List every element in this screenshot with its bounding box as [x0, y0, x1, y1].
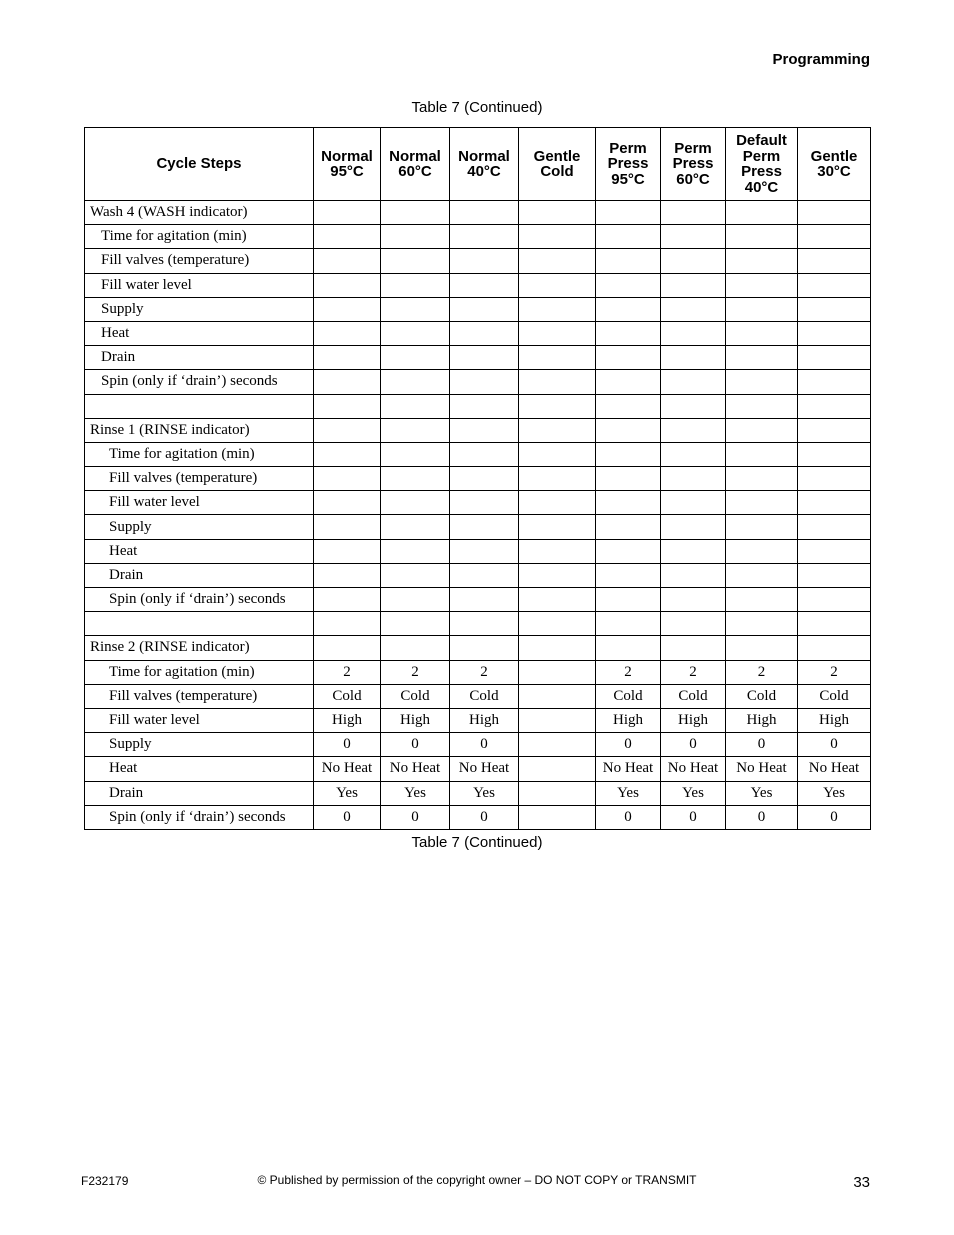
table-row [85, 805, 871, 829]
table-cell [661, 394, 726, 418]
table-cell [661, 539, 726, 563]
table-cell [450, 612, 519, 636]
table-cell: High [381, 708, 450, 732]
cycle-step-label: Time for agitation (min) [85, 660, 314, 684]
table-cell: Yes [726, 781, 798, 805]
table-cell: 2 [450, 660, 519, 684]
column-header-line: Perm [609, 139, 647, 157]
table-cell [519, 273, 596, 297]
column-header-line: Gentle [533, 147, 581, 165]
column-header [381, 128, 450, 201]
table-cell [381, 467, 450, 491]
table-cell [596, 539, 661, 563]
cycle-step-label: Rinse 1 (RINSE indicator) [85, 418, 314, 442]
section-title: Programming [772, 51, 870, 68]
table-cell [519, 636, 596, 660]
table-cell [661, 201, 726, 225]
table-cell [596, 467, 661, 491]
column-header-line: Press [607, 155, 649, 173]
table-cell: High [314, 708, 381, 732]
table-cell [726, 588, 798, 612]
table-cell [450, 636, 519, 660]
document-code: F232179 [81, 1174, 129, 1188]
table-cell [726, 612, 798, 636]
table-cell [596, 297, 661, 321]
table-cell: Yes [798, 781, 871, 805]
table-cell [381, 612, 450, 636]
table-cell [661, 467, 726, 491]
table-cell: Yes [381, 781, 450, 805]
cycle-step-label [85, 394, 314, 418]
table-cell: 0 [661, 733, 726, 757]
table-row [85, 225, 871, 249]
table-cell [798, 612, 871, 636]
table-cell [798, 418, 871, 442]
table-cell [798, 394, 871, 418]
column-header-line: 40°C [467, 163, 501, 180]
table-cell [661, 515, 726, 539]
table-row [85, 612, 871, 636]
table-cell: 0 [596, 733, 661, 757]
table-cell: High [798, 708, 871, 732]
table-cell: No Heat [314, 757, 381, 781]
table-caption-bottom: Table 7 (Continued) [411, 834, 543, 851]
column-header-line: Gentle [810, 147, 858, 165]
table-cell [314, 418, 381, 442]
table-cell [519, 491, 596, 515]
table-cell [381, 370, 450, 394]
table-cell [661, 442, 726, 466]
page-number: 33 [853, 1174, 870, 1191]
table-cell [798, 273, 871, 297]
table-cell [381, 539, 450, 563]
table-cell [519, 201, 596, 225]
table-row [85, 733, 871, 757]
table-cell [450, 370, 519, 394]
table-cell [381, 297, 450, 321]
table-cell: Cold [314, 684, 381, 708]
table-cell [596, 636, 661, 660]
cycle-step-label: Fill water level [85, 273, 314, 297]
table-caption-top: Table 7 (Continued) [411, 99, 543, 116]
table-cell [314, 563, 381, 587]
table-cell [519, 757, 596, 781]
cycle-step-label: Supply [85, 733, 314, 757]
table-cell [519, 442, 596, 466]
column-header-line: Normal [321, 147, 373, 165]
table-cell [314, 321, 381, 345]
table-cell [519, 225, 596, 249]
table-cell: 2 [381, 660, 450, 684]
column-header-line: Cold [540, 163, 574, 180]
table-cell [726, 297, 798, 321]
cycle-step-label: Drain [85, 346, 314, 370]
table-row [85, 418, 871, 442]
column-header-line: 40°C [744, 178, 779, 196]
cycle-step-label: Drain [85, 781, 314, 805]
table-cell [450, 297, 519, 321]
table-cell [519, 297, 596, 321]
table-cell [661, 636, 726, 660]
column-header-line: 95°C [611, 170, 645, 188]
table-cell [314, 273, 381, 297]
table-cell [450, 273, 519, 297]
table-cell [596, 321, 661, 345]
table-cell: Yes [596, 781, 661, 805]
table-cell [450, 394, 519, 418]
table-cell [726, 321, 798, 345]
table-cell [450, 225, 519, 249]
table-cell [314, 515, 381, 539]
table-cell [519, 418, 596, 442]
table-cell [798, 225, 871, 249]
column-header-line: Perm [742, 147, 781, 165]
table-cell [798, 297, 871, 321]
table-row [85, 781, 871, 805]
table-cell [798, 346, 871, 370]
table-cell [798, 636, 871, 660]
table-cell [450, 346, 519, 370]
table-cell [798, 467, 871, 491]
table-cell [596, 612, 661, 636]
table-row [85, 467, 871, 491]
table-cell [519, 370, 596, 394]
table-cell [596, 491, 661, 515]
table-cell [798, 201, 871, 225]
table-cell: 2 [596, 660, 661, 684]
table-cell [450, 539, 519, 563]
table-cell: No Heat [798, 757, 871, 781]
cycle-step-label: Fill valves (temperature) [85, 684, 314, 708]
table-cell [726, 563, 798, 587]
table-cell: Cold [450, 684, 519, 708]
column-header-line: 30°C [817, 163, 851, 180]
table-cell [661, 563, 726, 587]
table-cell [661, 273, 726, 297]
table-cell [726, 515, 798, 539]
table-row [85, 297, 871, 321]
table-cell [661, 297, 726, 321]
table-cell [596, 588, 661, 612]
table-cell [314, 612, 381, 636]
table-cell: Cold [381, 684, 450, 708]
cycle-steps-table [84, 127, 871, 830]
table-cell [314, 297, 381, 321]
table-cell [661, 249, 726, 273]
table-cell [726, 467, 798, 491]
column-header-line: 60°C [398, 163, 432, 180]
table-cell [450, 418, 519, 442]
table-cell: Cold [726, 684, 798, 708]
table-cell: 2 [661, 660, 726, 684]
table-cell [450, 491, 519, 515]
table-cell [798, 563, 871, 587]
table-cell [661, 491, 726, 515]
column-header-line: Cycle Steps [156, 155, 242, 173]
table-cell [314, 442, 381, 466]
table-row [85, 636, 871, 660]
table-cell [314, 249, 381, 273]
table-cell [381, 588, 450, 612]
cycle-step-label: Heat [85, 321, 314, 345]
table-cell [798, 491, 871, 515]
table-cell: 0 [726, 805, 798, 829]
table-cell [381, 201, 450, 225]
table-cell [519, 684, 596, 708]
table-cell [314, 636, 381, 660]
table-header-row [85, 128, 871, 201]
cycle-step-label: Heat [85, 539, 314, 563]
column-header [798, 128, 871, 201]
table-cell [381, 491, 450, 515]
table-cell: High [596, 708, 661, 732]
table-cell [798, 515, 871, 539]
table-cell [798, 588, 871, 612]
table-cell [726, 225, 798, 249]
table-cell [726, 394, 798, 418]
table-cell [596, 563, 661, 587]
table-cell: 0 [661, 805, 726, 829]
table-cell [381, 636, 450, 660]
column-header-line: Press [672, 155, 714, 173]
table-cell: 0 [798, 733, 871, 757]
table-cell [314, 491, 381, 515]
table-cell [381, 394, 450, 418]
table-cell [314, 225, 381, 249]
cycle-step-label: Heat [85, 757, 314, 781]
column-header-line: 95°C [330, 163, 364, 180]
table-cell [798, 321, 871, 345]
table-cell: 0 [381, 733, 450, 757]
column-header-line: Normal [389, 147, 441, 165]
table-cell [381, 225, 450, 249]
table-cell [519, 539, 596, 563]
table-cell [661, 370, 726, 394]
table-cell [726, 201, 798, 225]
table-cell [798, 370, 871, 394]
cycle-step-label: Fill water level [85, 491, 314, 515]
cycle-step-label: Supply [85, 297, 314, 321]
table-row [85, 515, 871, 539]
table-row [85, 201, 871, 225]
table-cell: 2 [798, 660, 871, 684]
table-row [85, 273, 871, 297]
table-cell [381, 346, 450, 370]
cycle-step-label: Fill valves (temperature) [85, 249, 314, 273]
table-cell [798, 539, 871, 563]
cycle-step-label: Fill valves (temperature) [85, 467, 314, 491]
table-cell [450, 515, 519, 539]
table-cell [798, 249, 871, 273]
table-cell [314, 539, 381, 563]
table-cell [519, 588, 596, 612]
table-cell [450, 321, 519, 345]
table-cell [314, 394, 381, 418]
table-cell [381, 515, 450, 539]
cycle-step-label: Time for agitation (min) [85, 225, 314, 249]
table-row [85, 491, 871, 515]
table-row [85, 757, 871, 781]
table-cell [519, 515, 596, 539]
table-cell [314, 467, 381, 491]
table-cell [798, 442, 871, 466]
cycle-step-label: Time for agitation (min) [85, 442, 314, 466]
table-cell: No Heat [596, 757, 661, 781]
column-header [519, 128, 596, 201]
table-cell [726, 539, 798, 563]
table-cell [726, 491, 798, 515]
table-cell: Cold [661, 684, 726, 708]
column-header-line: Default [736, 132, 787, 149]
column-header-line: Press [741, 163, 782, 180]
table-cell: No Heat [381, 757, 450, 781]
table-row [85, 321, 871, 345]
table-cell: 0 [596, 805, 661, 829]
table-cell [726, 273, 798, 297]
table-cell [596, 394, 661, 418]
table-row [85, 539, 871, 563]
table-cell [314, 201, 381, 225]
table-cell: Yes [450, 781, 519, 805]
cycle-step-label: Drain [85, 563, 314, 587]
table-cell [314, 370, 381, 394]
table-cell [381, 321, 450, 345]
column-header-line: 60°C [676, 170, 710, 188]
table-cell: No Heat [450, 757, 519, 781]
table-cell [450, 249, 519, 273]
column-header [726, 128, 798, 201]
table-cell [314, 346, 381, 370]
table-row [85, 249, 871, 273]
table-body [85, 201, 871, 830]
table-cell: 2 [314, 660, 381, 684]
table-cell [726, 442, 798, 466]
table-row [85, 442, 871, 466]
table-cell: No Heat [726, 757, 798, 781]
table-cell [661, 612, 726, 636]
table-cell: High [661, 708, 726, 732]
table-cell [519, 563, 596, 587]
table-cell [726, 418, 798, 442]
table-cell [596, 201, 661, 225]
table-cell [596, 225, 661, 249]
table-cell [519, 733, 596, 757]
table-cell [450, 563, 519, 587]
column-header-cycle-steps [85, 128, 314, 201]
table-cell [661, 418, 726, 442]
table-cell [450, 467, 519, 491]
table-row [85, 684, 871, 708]
table-cell: No Heat [661, 757, 726, 781]
table-row [85, 660, 871, 684]
column-header [450, 128, 519, 201]
column-header [661, 128, 726, 201]
table-cell [596, 418, 661, 442]
cycle-step-label: Supply [85, 515, 314, 539]
cycle-step-label [85, 612, 314, 636]
table-cell: 0 [381, 805, 450, 829]
table-cell: 0 [798, 805, 871, 829]
table-cell [661, 346, 726, 370]
table-row [85, 370, 871, 394]
table-cell [519, 249, 596, 273]
table-cell: Cold [596, 684, 661, 708]
column-header-line: Perm [674, 139, 712, 157]
table-cell [381, 442, 450, 466]
copyright-notice: © Published by permission of the copyright owner – DO NOT COPY or TRANSMIT [257, 1173, 697, 1187]
table-cell: Cold [798, 684, 871, 708]
table-cell [596, 515, 661, 539]
table-cell [596, 442, 661, 466]
table-cell [519, 394, 596, 418]
table-cell [519, 660, 596, 684]
table-row [85, 394, 871, 418]
table-cell [381, 273, 450, 297]
table-cell [519, 467, 596, 491]
table-cell [661, 225, 726, 249]
table-cell [661, 321, 726, 345]
table-cell [596, 370, 661, 394]
table-cell [726, 370, 798, 394]
table-cell [519, 708, 596, 732]
table-cell [596, 273, 661, 297]
table-cell [450, 588, 519, 612]
table-cell: 0 [314, 733, 381, 757]
table-cell [381, 563, 450, 587]
table-cell [381, 418, 450, 442]
table-cell [661, 588, 726, 612]
table-cell [596, 346, 661, 370]
table-cell [726, 249, 798, 273]
table-cell [726, 636, 798, 660]
table-row [85, 346, 871, 370]
cycle-step-label: Spin (only if ‘drain’) seconds [85, 588, 314, 612]
table-cell [726, 346, 798, 370]
column-header [314, 128, 381, 201]
table-row [85, 708, 871, 732]
table-cell [450, 201, 519, 225]
table-cell [596, 249, 661, 273]
column-header [596, 128, 661, 201]
cycle-step-label: Fill water level [85, 708, 314, 732]
table-cell [519, 346, 596, 370]
table-cell: Yes [314, 781, 381, 805]
cycle-step-label: Spin (only if ‘drain’) seconds [85, 370, 314, 394]
table-cell [450, 442, 519, 466]
table-cell [519, 321, 596, 345]
table-cell [519, 612, 596, 636]
table-row [85, 563, 871, 587]
table-cell: 2 [726, 660, 798, 684]
table-cell [519, 781, 596, 805]
cycle-step-label: Rinse 2 (RINSE indicator) [85, 636, 314, 660]
table-cell: 0 [450, 733, 519, 757]
table-cell: High [450, 708, 519, 732]
table-cell [381, 249, 450, 273]
table-row [85, 588, 871, 612]
cycle-step-label: Wash 4 (WASH indicator) [85, 201, 314, 225]
table-cell: 0 [450, 805, 519, 829]
table-cell [519, 805, 596, 829]
column-header-line: Normal [458, 147, 510, 165]
table-cell [314, 588, 381, 612]
cycle-step-label: Spin (only if ‘drain’) seconds [85, 805, 314, 829]
table-cell: High [726, 708, 798, 732]
table-cell: 0 [726, 733, 798, 757]
table-cell: 0 [314, 805, 381, 829]
table-cell: Yes [661, 781, 726, 805]
